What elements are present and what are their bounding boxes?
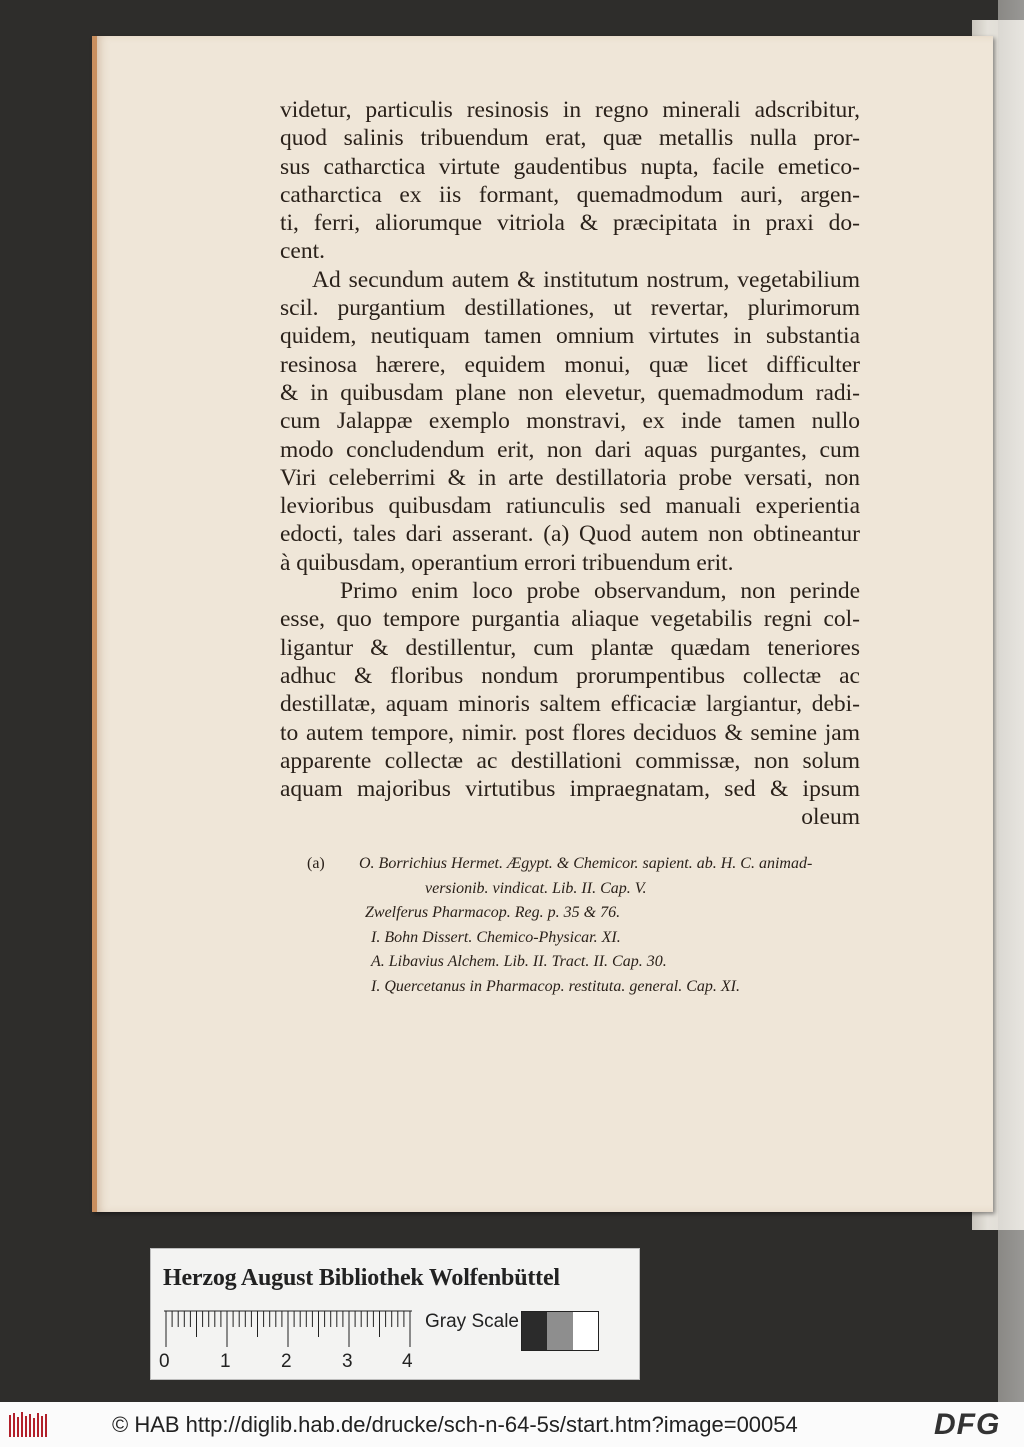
text-line: modo concludendum erit, non dari aquas purgantes, cum bbox=[280, 436, 860, 463]
footnote-line: A. Libavius Alchem. Lib. II. Tract. II. Cap. 30. bbox=[371, 953, 667, 970]
text-line: destillatæ, aquam minoris saltem efficaciæ largiantur, debi- bbox=[280, 691, 860, 718]
library-name: Herzog August Bibliothek Wolfenbüttel bbox=[163, 1265, 560, 1291]
body-text bbox=[280, 96, 860, 832]
footnote-line: versionib. vindicat. Lib. II. Cap. V. bbox=[425, 879, 647, 897]
text-line: aquam majoribus virtutibus impraegnatam, sed & ipsum bbox=[280, 776, 860, 803]
library-label-card bbox=[150, 1248, 640, 1380]
ruler-numbers bbox=[157, 1351, 417, 1375]
text-line: Ad secundum autem & institutum nostrum, vegetabilium bbox=[312, 266, 860, 293]
text-line: adhuc & floribus nondum prorumpentibus collectæ ac bbox=[280, 662, 860, 689]
text-line: cent. bbox=[280, 238, 326, 265]
text-line: Viri celeberrimi & in arte destillatoria probe versati, non bbox=[280, 464, 860, 491]
footer-bar bbox=[0, 1402, 1024, 1447]
ruler-number: 4 bbox=[402, 1351, 413, 1372]
gray-swatch-light bbox=[573, 1312, 598, 1350]
text-line: edocti, tales dari asserant. (a) Quod autem non obtineantur bbox=[280, 521, 860, 548]
text-line: resinosa hærere, equidem monui, quæ licet difficulter bbox=[280, 351, 860, 378]
text-line: videtur, particulis resinosis in regno minerali adscribitur, bbox=[280, 97, 860, 123]
gray-scale-label: Gray Scale bbox=[425, 1311, 519, 1332]
text-line: quidem, neutiquam tamen omnium virtutes in substantia bbox=[280, 323, 860, 350]
text-line: Primo enim loco probe observandum, non perinde bbox=[340, 578, 860, 605]
text-line: sus catharctica virtute gaudentibus nupta, facile emetico- bbox=[280, 153, 860, 180]
text-line: levioribus quibusdam ratiunculis sed manuali experientia bbox=[280, 493, 860, 520]
ruler-scale bbox=[164, 1309, 412, 1347]
gray-swatch-mid bbox=[547, 1312, 572, 1350]
text-line: scil. purgantium destillationes, ut revertar, plurimorum bbox=[280, 295, 860, 322]
text-line: & in quibusdam plane non elevetur, quemadmodum radi- bbox=[280, 379, 860, 406]
text-line: catharctica ex iis formant, quemadmodum auri, argen- bbox=[280, 181, 860, 208]
text-line: cum Jalappæ exemplo monstravi, ex inde tamen nullo bbox=[280, 408, 860, 435]
footnotes bbox=[307, 852, 967, 999]
footnote-line: I. Quercetanus in Pharmacop. restituta. general. Cap. XI. bbox=[371, 977, 740, 995]
ruler-number: 1 bbox=[220, 1351, 231, 1372]
ruler-number: 0 bbox=[159, 1351, 170, 1372]
gray-swatch-dark bbox=[522, 1312, 547, 1350]
text-line: oleum bbox=[801, 804, 860, 831]
text-line: esse, quo tempore purgantia aliaque vegetabilis regni col- bbox=[280, 606, 860, 633]
hab-logo-icon bbox=[8, 1411, 48, 1439]
scan-glass-strip bbox=[998, 0, 1024, 1447]
ruler-number: 3 bbox=[342, 1351, 353, 1372]
text-line: ti, ferri, aliorumque vitriola & præcipitata in praxi do- bbox=[280, 210, 860, 237]
scanned-page bbox=[92, 36, 993, 1212]
dfg-logo: DFG bbox=[934, 1408, 1001, 1441]
text-line: quod salinis tribuendum erat, quæ metallis nulla pror- bbox=[280, 125, 860, 152]
ruler-number: 2 bbox=[281, 1351, 292, 1372]
text-line: ligantur & destillentur, cum plantæ quædam teneriores bbox=[280, 634, 860, 661]
text-line: to autem tempore, nimir. post flores deciduos & semine jam bbox=[280, 719, 860, 746]
copyright-url[interactable]: © HAB http://diglib.hab.de/drucke/sch-n-64-5s/start.htm?image=00054 bbox=[112, 1412, 798, 1437]
footnote-line: I. Bohn Dissert. Chemico-Physicar. XI. bbox=[371, 928, 621, 946]
footnote-mark: (a) bbox=[307, 855, 325, 872]
footnote-line: Zwelferus Pharmacop. Reg. p. 35 & 76. bbox=[365, 904, 621, 921]
gray-scale-swatches bbox=[521, 1311, 599, 1351]
footnote-line: (a) O. Borrichius Hermet. Ægypt. & Chemicor. sapient. ab. H. C. animad- bbox=[307, 852, 967, 877]
text-line: à quibusdam, operantium errori tribuendum erit. bbox=[280, 549, 734, 576]
text-line: apparente collectæ ac destillationi commissæ, non solum bbox=[280, 747, 860, 774]
